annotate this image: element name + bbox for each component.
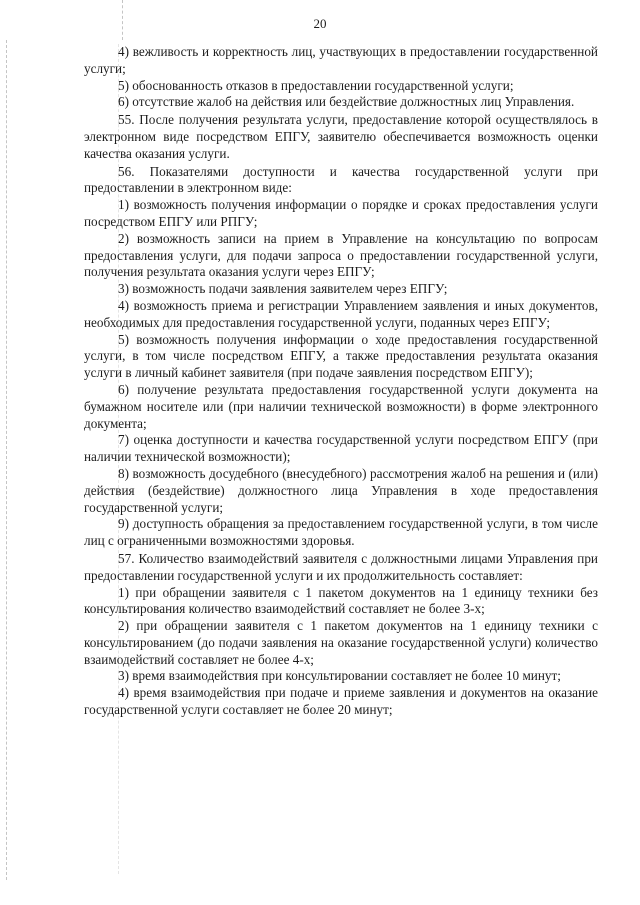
paragraph-56-item-9: 9) доступность обращения за предоставлением государственной услуги, в том числе лиц с ограниченными возможностями здоровья.: [84, 516, 598, 549]
paragraph-section-57: 57. Количество взаимодействий заявителя с должностными лицами Управления при предоставлении государственной услуги и их продолжительность составляет:: [84, 550, 598, 583]
paragraph-56-item-3: 3) возможность подачи заявления заявителем через ЕПГУ;: [118, 281, 448, 297]
paragraph-56-item-2: 2) возможность записи на прием в Управление на консультацию по вопросам предоставления услуги, для подачи запроса о предоставлении государственной услуги, получения результата оказания услуги через ЕПГУ;: [84, 230, 598, 280]
page-number: 20: [313, 16, 327, 31]
paragraph-57-item-4: 4) время взаимодействия при подаче и приеме заявления и документов на оказание государственной услуги составляет не более 20 минут;: [84, 685, 598, 718]
paragraph-section-56: 56. Показателями доступности и качества государственной услуги при предоставлении в электронном виде:: [84, 163, 598, 196]
paragraph-56-item-8: 8) возможность досудебного (внесудебного) рассмотрения жалоб на решения и (или) действия (бездействие) должностного лица Управления в ходе предоставления государственной услуги;: [84, 465, 598, 515]
scan-edge-line: [6, 40, 8, 880]
paragraph-56-item-4: 4) возможность приема и регистрации Управлением заявления и иных документов, необходимых для предоставления государственной услуги, поданных через ЕПГУ;: [84, 297, 598, 330]
paragraph-57-item-1: 1) при обращении заявителя с 1 пакетом документов на 1 единицу техники без консультирования количество взаимодействий составляет не более 3-х;: [84, 584, 598, 617]
paragraph-section-55: 55. После получения результата услуги, предоставление которой осуществлялось в электронном виде посредством ЕПГУ, заявителю обеспечивается возможность оценки качества оказания услуги.: [84, 112, 598, 161]
paragraph-item-5: 5) обоснованность отказов в предоставлении государственной услуги;: [118, 77, 514, 93]
paragraph-56-item-5: 5) возможность получения информации о ходе предоставления государственной услуги, в том числе посредством ЕПГУ, а также предоставления результата оказания услуги в личный кабинет заявителя (при подаче заявления посредством ЕПГУ);: [84, 331, 598, 381]
document-body: [84, 44, 598, 719]
paragraph-item-6: 6) отсутствие жалоб на действия или бездействие должностных лиц Управления.: [118, 94, 575, 110]
scan-fold-line-top: [122, 0, 124, 40]
paragraph-57-item-2: 2) при обращении заявителя с 1 пакетом документов на 1 единицу техники с консультированием (до подачи заявления на оказание государственной услуги) количество взаимодействий составляет не более 4-х;: [84, 618, 598, 667]
paragraph-item-4: 4) вежливость и корректность лиц, участвующих в предоставлении государственной услуги;: [84, 44, 598, 76]
paragraph-57-item-3: 3) время взаимодействия при консультировании составляет не более 10 минут;: [118, 668, 561, 684]
paragraph-56-item-6: 6) получение результата предоставления государственной услуги документа на бумажном носителе или (при наличии технической возможности) в форме электронного документа;: [84, 381, 598, 431]
paragraph-56-item-7: 7) оценка доступности и качества государственной услуги посредством ЕПГУ (при наличии технической возможности);: [84, 432, 598, 465]
paragraph-56-item-1: 1) возможность получения информации о порядке и сроках предоставления услуги посредством ЕПГУ или РПГУ;: [84, 197, 598, 229]
